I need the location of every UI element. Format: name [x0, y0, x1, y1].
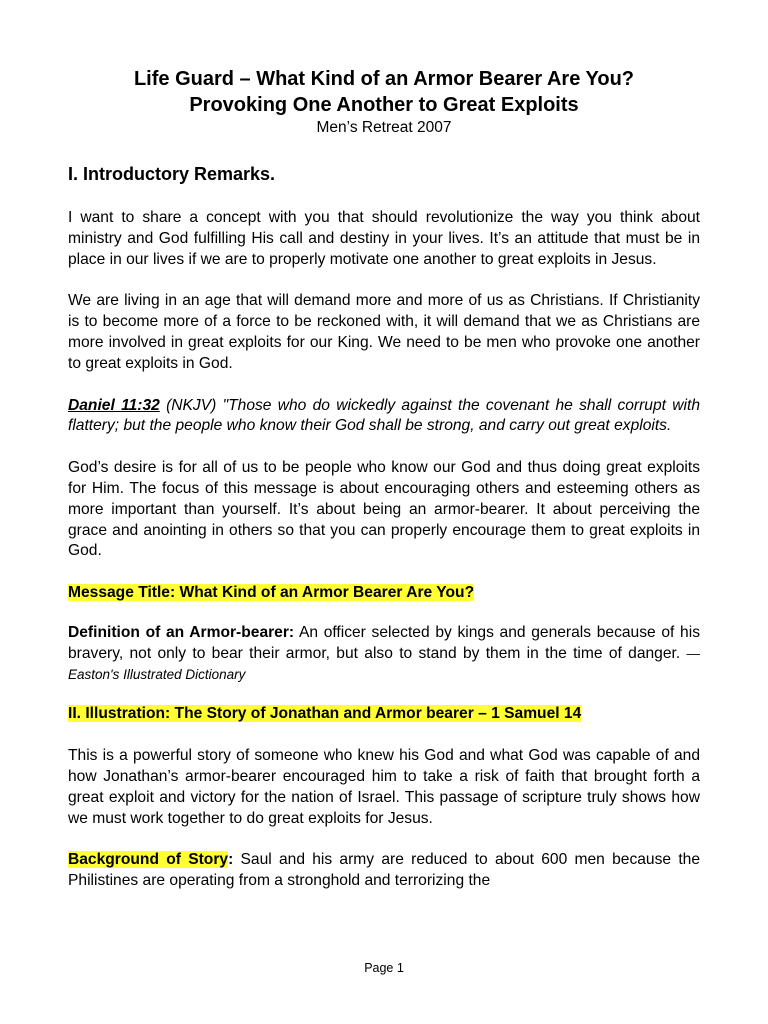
- page-number: Page 1: [364, 961, 404, 975]
- section-heading-intro: I. Introductory Remarks.: [68, 164, 276, 184]
- definition-text: An officer selected by kings and generals because of his bravery, not only to bear their armor, but also to stand by them in the time of danger.: [68, 623, 700, 662]
- document-subtitle-main: Provoking One Another to Great Exploits: [189, 94, 579, 116]
- definition-label: Definition of an Armor-bearer:: [68, 623, 295, 641]
- event-label: Men’s Retreat 2007: [316, 119, 452, 136]
- paragraph-intro-3: God’s desire is for all of us to be people who know our God and thus doing great exploits for Him. The focus of this message is about encouraging others and esteeming others as more important than yourself. It’s about being an armor-bearer. It about perceiving the grace and anointing in others so that you can properly encourage them to great exploits in God.: [68, 459, 700, 560]
- message-title-line: [68, 583, 700, 604]
- background-paragraph: [68, 850, 700, 892]
- background-text: Saul and his army are reduced to about 600 men because the Philistines are operating from a stronghold and terrorizing the: [68, 851, 700, 890]
- title-block: [0, 66, 768, 137]
- section-heading-illustration-line: [68, 704, 700, 725]
- paragraph-intro-2: We are living in an age that will demand more and more of us as Christians. If Christianity is to become more of a force to be reckoned with, it will demand that we as Christians are more involved in great exploits for our King. We need to be men who provoke one another to great exploits in God.: [68, 292, 700, 372]
- message-title: Message Title: What Kind of an Armor Bearer Are You?: [68, 584, 475, 602]
- paragraph-illustration-1: This is a powerful story of someone who knew his God and what God was capable of and how Jonathan’s armor-bearer encouraged him to take a risk of faith that brought forth a great exploit and victory for the nation of Israel. This passage of scripture truly shows how we must work together to do great exploits for Jesus.: [68, 747, 700, 827]
- document-body: [68, 162, 700, 913]
- scripture-version: (NKJV): [159, 396, 223, 414]
- document-title: Life Guard – What Kind of an Armor Bearer Are You?: [133, 68, 635, 90]
- section-heading-illustration: II. Illustration: The Story of Jonathan and Armor bearer – 1 Samuel 14: [68, 705, 582, 723]
- background-label: Background of Story: [68, 851, 229, 869]
- paragraph-intro-1: I want to share a concept with you that should revolutionize the way you think about ministry and God fulfilling His call and destiny in your lives. It’s an attitude that must be in place in our lives if we are to properly motivate one another to great exploits in Jesus.: [68, 209, 700, 268]
- scripture-quote: [68, 396, 700, 438]
- definition-paragraph: [68, 623, 700, 685]
- scripture-text: "Those who do wickedly against the covenant he shall corrupt with flattery; but the people who know their God shall be strong, and carry out great exploits.: [68, 396, 700, 435]
- background-colon: :: [228, 851, 234, 869]
- definition-source: — Easton's Illustrated Dictionary: [68, 645, 700, 682]
- scripture-reference: Daniel 11:32: [68, 396, 160, 414]
